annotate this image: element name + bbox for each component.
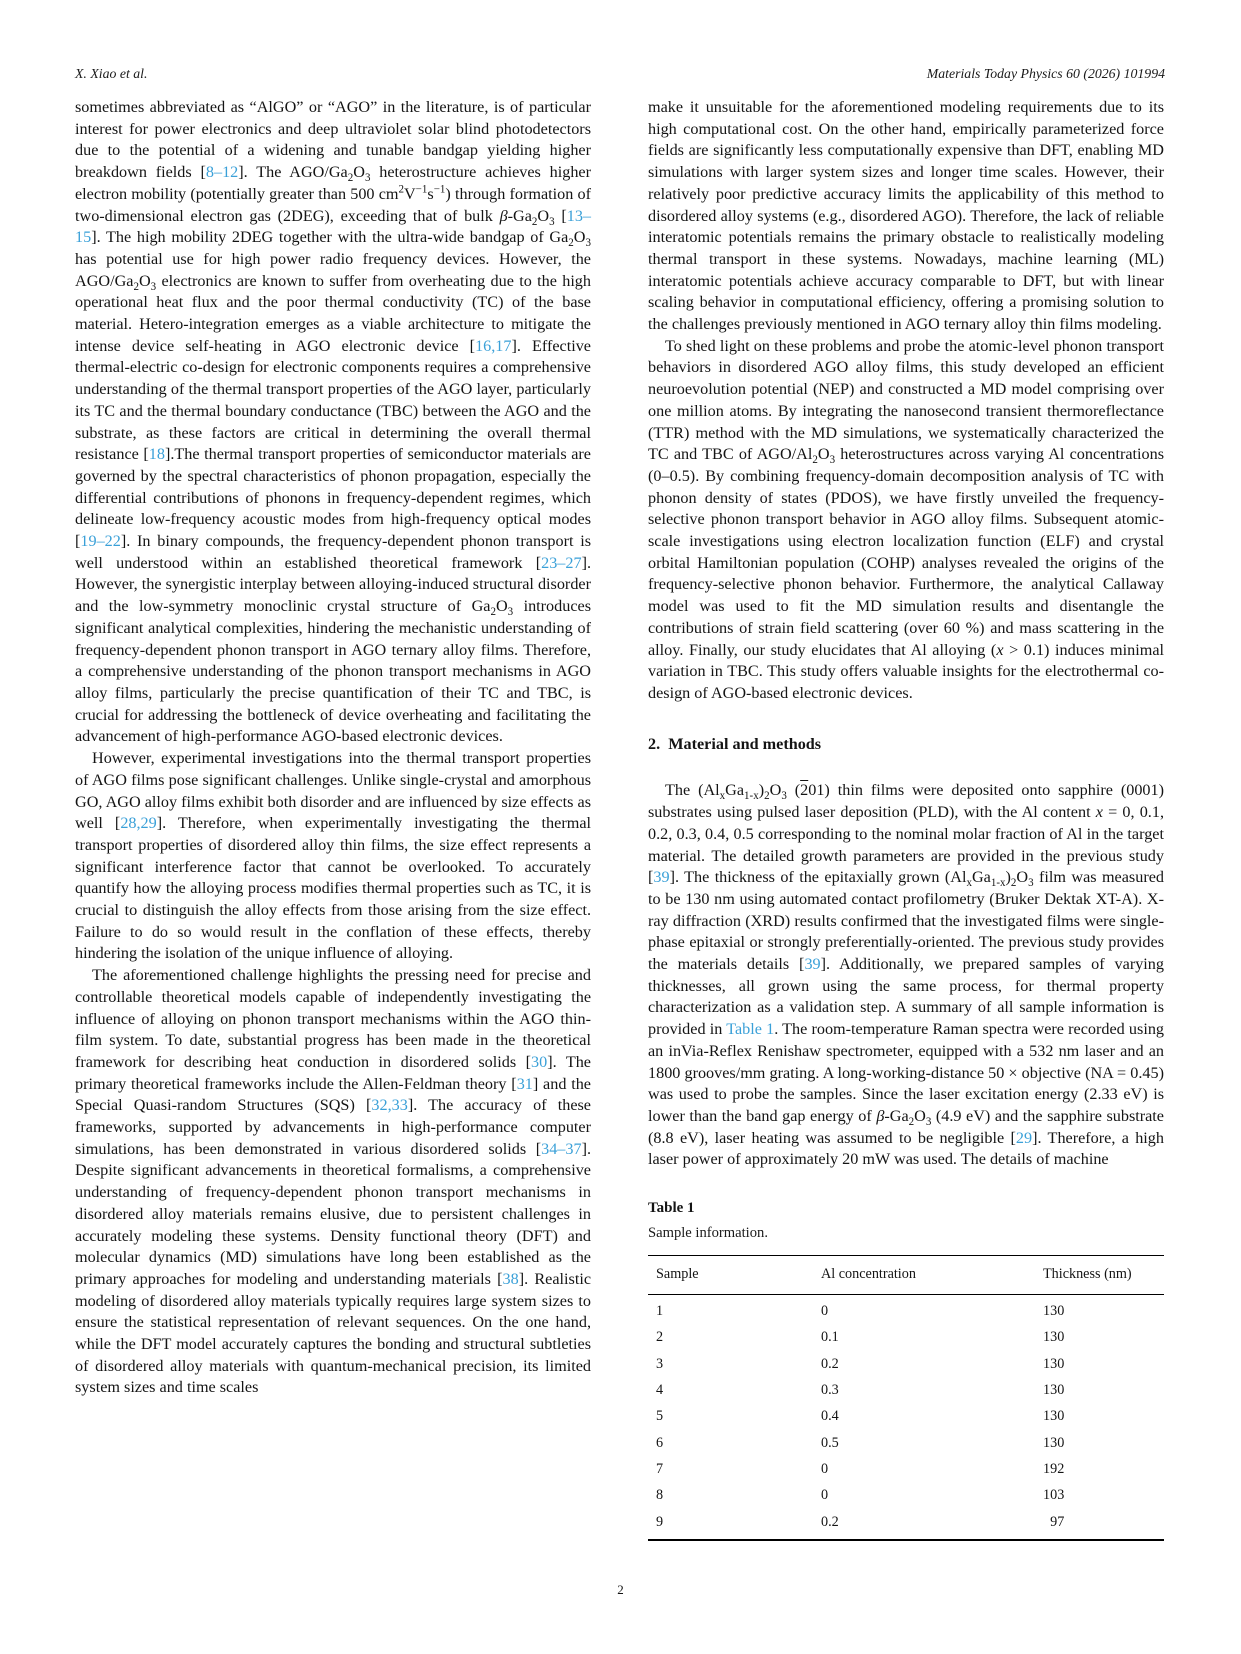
table-cell: 130 xyxy=(1043,1355,1065,1372)
table-cell: 3 xyxy=(656,1355,664,1372)
table-cell: 0.1 xyxy=(821,1329,839,1346)
subscript: 3 xyxy=(829,454,836,467)
table-cell: 0.2 xyxy=(821,1513,839,1530)
table-cell: 130 xyxy=(1043,1303,1065,1320)
table-row xyxy=(648,1404,1164,1430)
right-column xyxy=(648,97,1164,1541)
subscript: 2 xyxy=(764,790,770,803)
paragraph: sometimes abbreviated as “AlGO” or “AGO” in the literature, is of particular interest for power electronics and deep ultraviolet solar blind photodetectors due to the potential of a widening and tunable bandgap yielding higher breakdown fields [8–12]. The AGO/$Ga_2O_3$ heterostructure achieves higher electron mobility (potentially greater than 500 $cm^2V^{-1}s^{-1}$) through formation of two-dimensional electron gas (2DEG), exceeding that of bulk $\beta-Ga_2O_3$ [13–15]. The high mobility 2DEG together with the ultra-wide bandgap of $Ga_2O_3$ has potential use for high power radio frequency devices. However, the AGO/$Ga_2O_3$ electronics are known to suffer from overheating due to the high operational heat flux and the poor thermal conductivity (TC) of the base material. Hetero-integration emerges as a viable architecture to mitigate the intense device self-heating in AGO electronic device [16,17]. Effective thermal-electric co-design for electronic components requires a comprehensive understanding of the thermal transport properties of the AGO layer, particularly its TC and the thermal boundary conductance (TBC) between the AGO and the substrate, as these factors are critical in determining the overall thermal resistance [18].The thermal transport properties of semiconductor materials are governed by the spectral characteristics of phonon propagation, especially the differential contributions of phonons in frequency-dependent regimes, which delineate low-frequency acoustic modes from high-frequency optical modes [19–22]. In binary compounds, the frequency-dependent phonon transport is well understood within an established theoretical framework [23–27]. However, the synergistic interplay between alloying-induced structural disorder and the low-symmetry monoclinic crystal structure of $Ga_2O_3$ introduces significant analytical complexities, hindering the mechanistic understanding of frequency-dependent phonon transport in AGO ternary alloy films. Therefore, a comprehensive understanding of the phonon transport mechanisms in AGO alloy films, particularly the precise quantification of their TC and TBC, is crucial for addressing the bottleneck of device overheating and facilitating the advancement of high-performance AGO-based electronic devices. xyxy=(75,98,592,746)
table-cell: 130 xyxy=(1043,1382,1065,1399)
citation-link[interactable]: 28,29 xyxy=(120,814,157,833)
table-row xyxy=(648,1483,1164,1509)
citation-link[interactable]: 16,17 xyxy=(475,336,512,355)
table-1-block xyxy=(648,1198,1164,1541)
subscript: 3 xyxy=(781,790,787,803)
page-number: 2 xyxy=(617,1582,624,1597)
subscript: 3 xyxy=(364,172,371,185)
table-cell: 0.4 xyxy=(821,1408,839,1425)
citation-link[interactable]: 32,33 xyxy=(371,1096,408,1115)
two-column-body xyxy=(75,97,1165,1541)
journal-citation: Materials Today Physics 60 (2026) 101994 xyxy=(926,66,1165,81)
table-cell: 130 xyxy=(1043,1329,1065,1346)
citation-link[interactable]: 39 xyxy=(653,868,670,887)
table-cell: 8 xyxy=(656,1487,664,1504)
column-header-thickness: Thickness (nm) xyxy=(1043,1256,1164,1295)
citation-link[interactable]: 38 xyxy=(502,1269,519,1288)
subscript: 2 xyxy=(490,606,496,619)
table-cell: 4 xyxy=(656,1382,664,1399)
table-row xyxy=(648,1509,1164,1540)
subscript: 2 xyxy=(347,172,354,185)
subscript: 2 xyxy=(133,280,139,293)
table-cell: 6 xyxy=(656,1434,664,1451)
citation-link[interactable]: 18 xyxy=(148,445,165,464)
table-cell: 0 xyxy=(821,1487,829,1504)
superscript: −1 xyxy=(415,183,428,196)
table-row xyxy=(648,1430,1164,1456)
subscript: 3 xyxy=(1028,877,1034,890)
table-header-row xyxy=(648,1256,1164,1295)
subscript: 2 xyxy=(908,1116,915,1129)
column-header-sample: Sample xyxy=(648,1256,821,1295)
table-row xyxy=(648,1378,1164,1404)
citation-link[interactable]: 19–22 xyxy=(80,532,121,551)
table-cell: 0 xyxy=(821,1303,829,1320)
page-header xyxy=(75,66,1165,82)
citation-link[interactable]: 31 xyxy=(516,1074,533,1093)
subscript: 2 xyxy=(812,454,818,467)
table-cell: 130 xyxy=(1043,1434,1065,1451)
italic: β xyxy=(499,206,508,225)
subscript: 3 xyxy=(549,215,555,228)
subscript: 2 xyxy=(1010,877,1017,890)
table-row xyxy=(648,1295,1164,1326)
subscript: 1-x xyxy=(990,877,1006,890)
page-footer xyxy=(0,1582,1241,1598)
superscript: 2 xyxy=(398,183,404,196)
table-cell: 97 xyxy=(1050,1513,1065,1530)
table-ref-link[interactable]: Table 1 xyxy=(726,1020,775,1039)
italic: β xyxy=(876,1106,885,1125)
citation-link[interactable]: 8–12 xyxy=(205,163,239,182)
table-row xyxy=(648,1351,1164,1377)
table-cell: 9 xyxy=(656,1513,664,1530)
section-heading-material-and-methods: 2. Material and methods xyxy=(648,734,822,753)
table-label: Table 1 xyxy=(648,1200,695,1217)
table-cell: 192 xyxy=(1043,1460,1065,1477)
left-column xyxy=(75,97,591,1541)
paragraph: The aforementioned challenge highlights the pressing need for precise and controllable theoretical models capable of independently investigating the influence of alloying on phonon transport mechanisms within the AGO thin-film system. To date, substantial progress has been made in the theoretical framework for describing heat conduction in disordered solids [30]. The primary theoretical frameworks include the Allen-Feldman theory [31] and the Special Quasi-random Structures (SQS) [32,33]. The accuracy of these frameworks, supported by advancements in high-performance computer simulations, has been demonstrated in various disordered solids [34–37]. Despite significant advancements in theoretical formalisms, a comprehensive understanding of frequency-dependent phonon transport mechanisms in disordered alloy materials remains elusive, due to persistent challenges in accurately modeling these systems. Density functional theory (DFT) and molecular dynamics (MD) simulations have long been established as the primary approaches for modeling and understanding materials [38]. Realistic modeling of disordered alloy materials typically requires large system sizes to ensure the statistical representation of relevant sequences. On the one hand, while the DFT model accurately captures the bonding and structural subtleties of disordered alloy materials with quantum-mechanical precision, its limited system sizes and time scales xyxy=(75,966,591,1397)
paragraph: However, experimental investigations into the thermal transport properties of AGO films pose significant challenges. Unlike single-crystal and amorphous GO, AGO alloy films exhibit both disorder and are influenced by size effects as well [28,29]. Therefore, when experimentally investigating the thermal transport properties of disordered alloy thin films, the size effect represents a significant interference factor that cannot be overlooked. To accurately quantify how the alloying process modifies thermal properties such as TC, it is crucial to distinguish the alloy effects from those arising from the size effect. Failure to do so would result in the conflation of these effects, thereby hindering the isolation of the unique influence of alloying. xyxy=(75,749,591,963)
overline: 2 xyxy=(800,781,809,800)
table-row xyxy=(648,1325,1164,1351)
citation-link[interactable]: 13–15 xyxy=(75,206,592,247)
sample-information-table xyxy=(648,1255,1164,1541)
italic: x xyxy=(996,640,1004,659)
superscript: −1 xyxy=(433,183,446,196)
subscript: x xyxy=(966,877,972,890)
table-cell: 0.2 xyxy=(821,1355,839,1372)
table-cell: 1 xyxy=(656,1303,664,1320)
table-cell: 130 xyxy=(1043,1408,1065,1425)
table-body xyxy=(648,1295,1164,1541)
citation-link[interactable]: 34–37 xyxy=(541,1139,582,1158)
table-caption: Sample information. xyxy=(648,1224,768,1241)
table-cell: 0.3 xyxy=(821,1382,839,1399)
paragraph: The $(Al_xGa_{1-x})_2O_3$ (201) thin films were deposited onto sapphire (0001) substrates using pulsed laser deposition (PLD), with the Al content x = 0, 0.1, 0.2, 0.3, 0.4, 0.5 corresponding to the nominal molar fraction of Al in the target material. The detailed growth parameters are provided in the previous study [39]. The thickness of the epitaxially grown $(Al_xGa_{1-x})_2O_3$ film was measured to be 130 nm using automated contact profilometry (Bruker Dektak XT-A). X-ray diffraction (XRD) results confirmed that the investigated films were single-phase epitaxial or strongly preferentially-oriented. The previous study provides the materials details [39]. Additionally, we prepared samples of varying thicknesses, all grown using the same process, for thermal property characterization as a validation step. A summary of all sample information is provided in Table 1. The room-temperature Raman spectra were recorded using an inVia-Reflex Renishaw spectrometer, equipped with a 532 nm laser and an 1800 grooves/mm grating. A long-working-distance 50 × objective (NA = 0.45) was used to probe the samples. Since the laser excitation energy (2.33 eV) is lower than the band gap energy of $\beta-Ga_2O_3$ (4.9 eV) and the sapphire substrate (8.8 eV), laser heating was assumed to be negligible [29]. Therefore, a high laser power of approximately 20 mW was used. The details of machine xyxy=(648,781,1165,1169)
table-cell: 0.5 xyxy=(821,1434,839,1451)
subscript: 2 xyxy=(531,215,538,228)
subscript: x xyxy=(719,790,726,803)
table-cell: 2 xyxy=(656,1329,664,1346)
subscript: 3 xyxy=(507,606,514,619)
citation-link[interactable]: 23–27 xyxy=(541,553,582,572)
italic: x xyxy=(1095,803,1103,822)
subscript: 1-x xyxy=(744,790,759,803)
running-author: X. Xiao et al. xyxy=(75,66,148,81)
paragraph: To shed light on these problems and probe the atomic-level phonon transport behaviors in disordered AGO alloy films, this study developed an efficient neuroevolution potential (NEP) and constructed a MD model comprising over one million atoms. By integrating the nanosecond transient thermoreflectance (TTR) method with the MD simulations, we systematically characterized the TC and TBC of AGO/$Al_2O_3$ heterostructures across varying Al concentrations (0–0.5). By combining frequency-domain decomposition analysis of TC with phonon density of states (PDOS), we have firstly unveiled the frequency-selective phonon transport behavior in AGO alloy films. Subsequent atomic-scale investigations using electron localization function (ELF) and crystal orbital Hamiltonian population (COHP) analyses revealed the origins of the frequency-selective phonon behavior. Furthermore, the analytical Callaway model was used to fit the MD simulation results and disentangle the contributions of strain field scattering (over 60 %) and mass scattering in the alloy. Finally, our study elucidates that Al alloying (x > 0.1) induces minimal variation in TBC. This study offers valuable insights for the electrothermal co-design of AGO-based electronic devices. xyxy=(648,336,1165,702)
table-cell: 0 xyxy=(821,1460,829,1477)
subscript: 3 xyxy=(925,1116,932,1129)
table-row xyxy=(648,1457,1164,1483)
citation-link[interactable]: 29 xyxy=(1015,1128,1033,1147)
citation-link[interactable]: 30 xyxy=(531,1052,548,1071)
table-cell: 5 xyxy=(656,1408,664,1425)
subscript: 3 xyxy=(585,237,591,250)
table-cell: 103 xyxy=(1043,1487,1065,1504)
subscript: 3 xyxy=(150,280,157,293)
citation-link[interactable]: 39 xyxy=(804,955,821,974)
paragraph: make it unsuitable for the aforementioned modeling requirements due to its high computational cost. On the other hand, empirically parameterized force fields are significantly less computationally expensive than DFT, enabling MD simulations with larger system sizes and longer time scales. However, their relatively poor predictive accuracy limits the applicability of this method to disordered alloy systems (e.g., disordered AGO). Therefore, the lack of reliable interatomic potentials remains the primary obstacle to realistically modeling thermal transport in these systems. Nowadays, machine learning (ML) interatomic potentials achieve accuracy comparable to DFT, but with linear scaling behavior in computational efficiency, offering a promising solution to the challenges previously mentioned in AGO ternary alloy thin films modeling. xyxy=(648,98,1164,334)
table-cell: 7 xyxy=(656,1460,664,1477)
subscript: 2 xyxy=(568,237,574,250)
column-header-al-concentration: Al concentration xyxy=(821,1256,1043,1295)
